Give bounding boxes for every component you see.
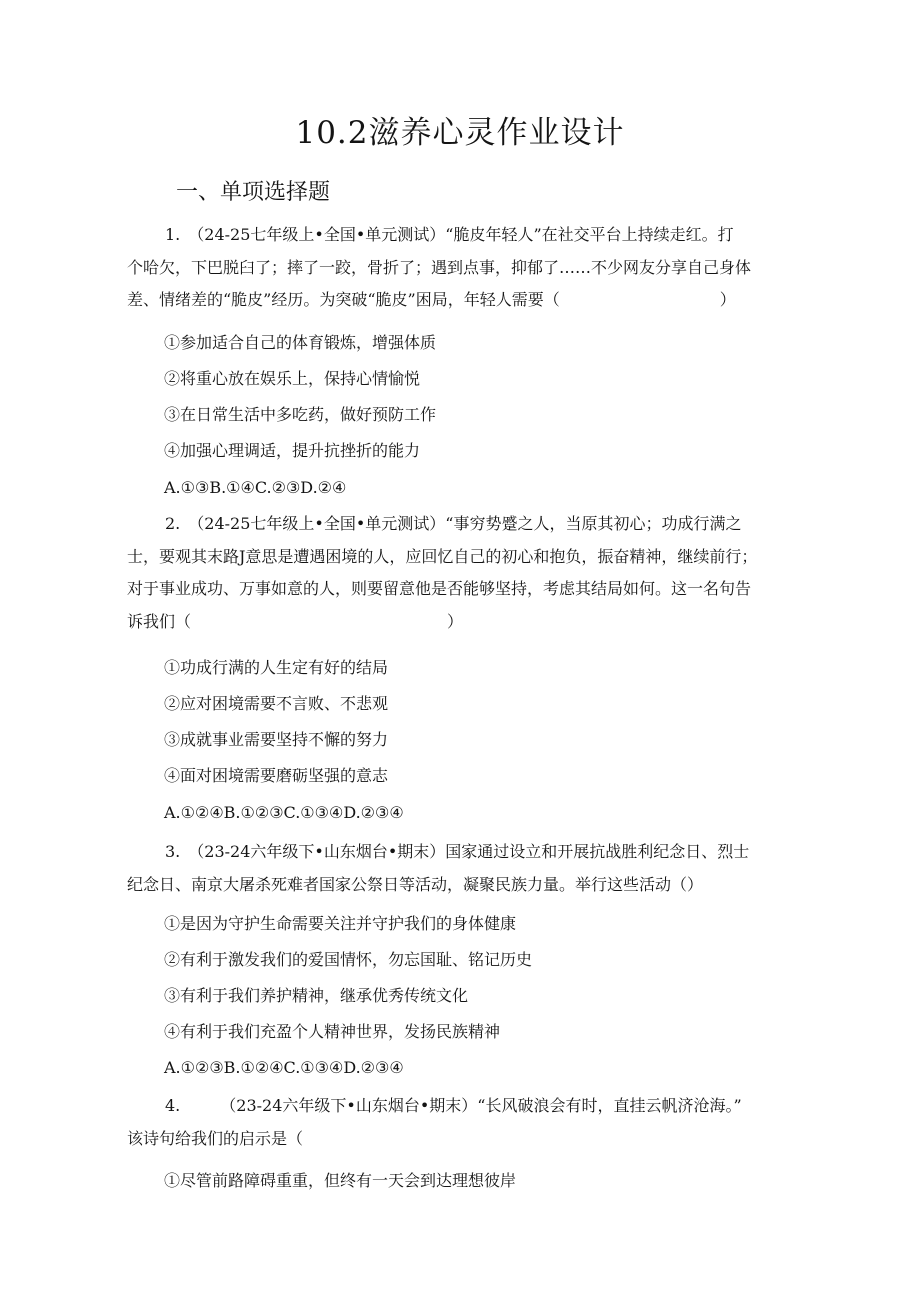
question-3-answer-choices: A.①②③B.①②④C.①③④D.②③④ <box>164 1058 404 1077</box>
question-3-option-1: ①是因为守护生命需要关注并守护我们的身体健康 <box>164 914 517 933</box>
question-3-option-3: ③有利于我们养护精神，继承优秀传统文化 <box>164 986 469 1005</box>
question-1-option-4: ④加强心理调适，提升抗挫折的能力 <box>164 441 421 460</box>
question-1-stem <box>127 219 795 317</box>
question-1-option-2: ②将重心放在娱乐上，保持心情愉悦 <box>164 369 421 388</box>
question-3-stem <box>127 836 795 901</box>
question-2-option-4: ④面对困境需要磨砺坚强的意志 <box>164 766 389 785</box>
question-2-option-3: ③成就事业需要坚持不懈的努力 <box>164 730 389 749</box>
question-4-stem <box>127 1090 795 1155</box>
question-stem-line: 1. （24-25七年级上•全国•单元测试）“脆皮年轻人”在社交平台上持续走红。打 <box>165 225 734 244</box>
question-3-option-4: ④有利于我们充盈个人精神世界，发扬民族精神 <box>164 1022 501 1041</box>
question-1-answer-choices: A.①③B.①④C.②③D.②④ <box>164 478 347 497</box>
question-stem-line: 对于事业成功、万事如意的人，则要留意他是否能够坚持，考虑其结局如何。这一名句告 <box>127 579 752 598</box>
section-heading: 一、单项选择题 <box>176 180 331 205</box>
question-2-option-1: ①功成行满的人生定有好的结局 <box>164 658 389 677</box>
question-2-stem <box>127 508 795 638</box>
question-stem-line: 个哈欠，下巴脱臼了；摔了一跤，骨折了；遇到点事，抑郁了……不少网友分享自己身体 <box>127 257 752 277</box>
question-stem-line: 差、情绪差的“脆皮”经历。为突破“脆皮”困局，年轻人需要（ ） <box>127 290 736 309</box>
question-stem-line: 3. （23-24六年级下•山东烟台•期末）国家通过设立和开展抗战胜利纪念日、烈士 <box>165 842 750 861</box>
question-stem-line: 纪念日、南京大屠杀死难者国家公祭日等活动，凝聚民族力量。举行这些活动（） <box>127 874 704 894</box>
question-stem-line: 该诗句给我们的启示是（ <box>127 1128 304 1148</box>
question-stem-line: 士，要观其末路J意思是遭遇困境的人，应回忆自己的初心和抱负，振奋精神，继续前行； <box>127 546 758 566</box>
question-1-option-1: ①参加适合自己的体育锻炼，增强体质 <box>164 333 437 352</box>
question-stem-line: 2. （24-25七年级上•全国•单元测试）“事穷势蹙之人，当原其初心；功成行满之 <box>165 514 742 533</box>
question-2-answer-choices: A.①②④B.①②③C.①③④D.②③④ <box>164 803 404 822</box>
question-stem-line: 诉我们（ ） <box>127 611 464 631</box>
question-2-option-2: ②应对困境需要不言败、不悲观 <box>164 694 389 713</box>
question-4-option-1: ①尽管前路障碍重重，但终有一天会到达理想彼岸 <box>164 1171 517 1190</box>
question-3-option-2: ②有利于激发我们的爱国情怀，勿忘国耻、铭记历史 <box>164 950 533 969</box>
question-1-option-3: ③在日常生活中多吃药，做好预防工作 <box>164 405 437 424</box>
page-title: 10.2滋养心灵作业设计 <box>295 115 625 151</box>
question-stem-line: 4. （23-24六年级下•山东烟台•期末）“长风破浪会有时，直挂云帆济沧海。” <box>165 1096 742 1115</box>
